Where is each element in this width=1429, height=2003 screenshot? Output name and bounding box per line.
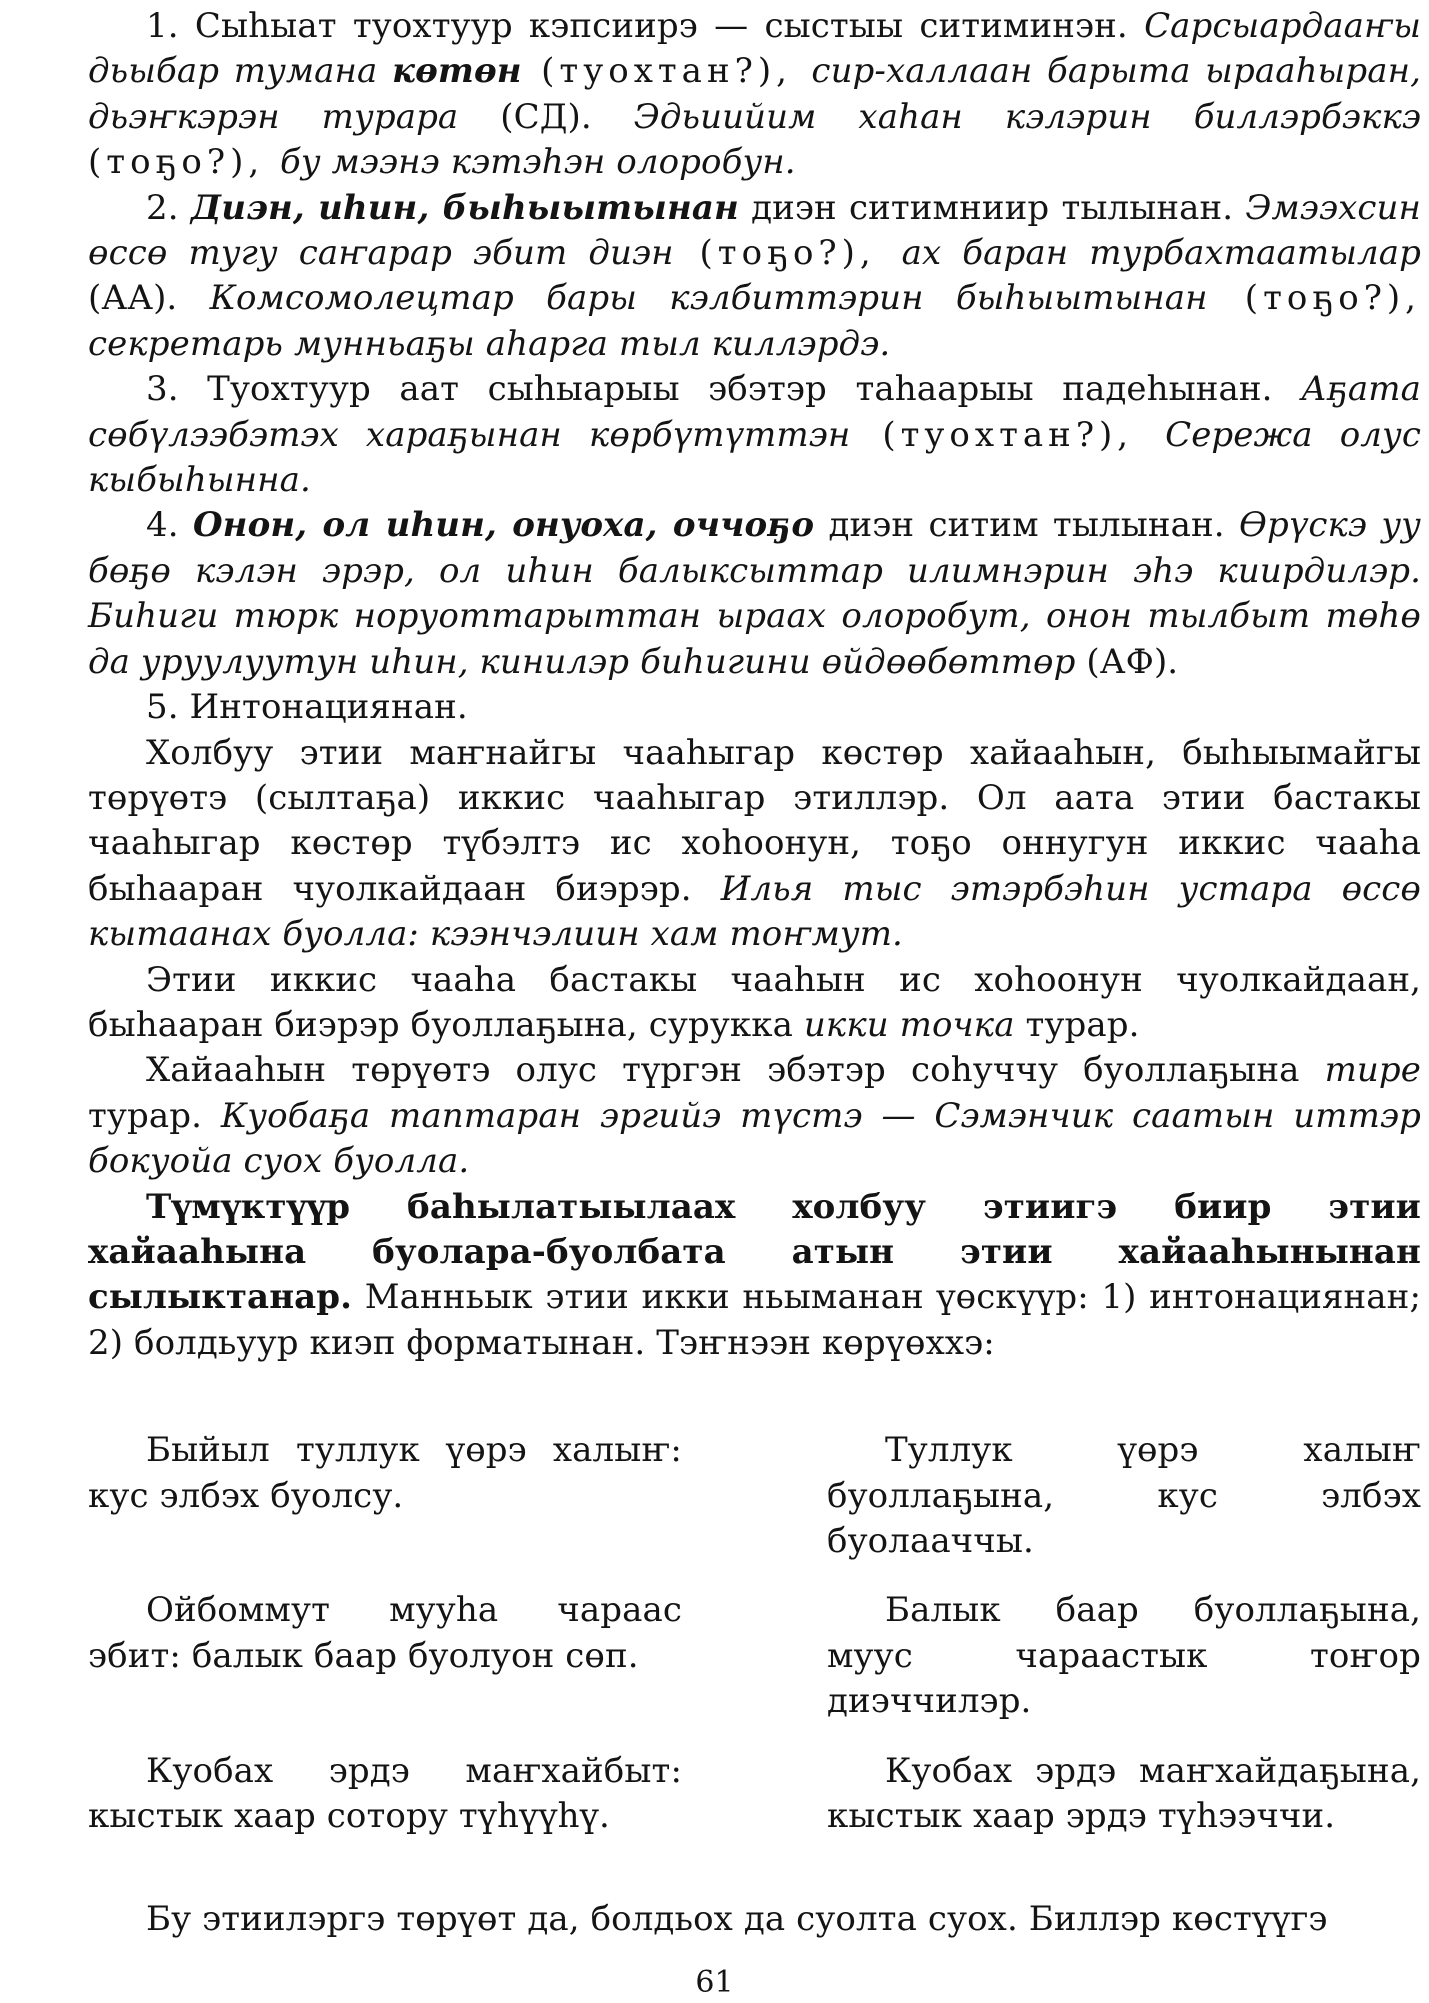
paragraph-2 bbox=[88, 186, 1421, 368]
paragraph-9 bbox=[88, 1185, 1421, 1367]
right-example-1: Туллук үөрэ халыҥ буоллаҕына, кус элбэх буолааччы. bbox=[827, 1430, 1421, 1561]
term-colon: икки точка bbox=[803, 1004, 1015, 1045]
example-text: Илья тыс этэрбэһин устара өссө кытаанах буолла: кээнчэлиин хам тоҥмут. bbox=[88, 868, 1421, 955]
paragraph-6-text: Холбуу этии маҥнайгы чааһыгар көстөр хайааһын, быһыымайгы төрүөтэ (сылтаҕа) иккис чааһыгар этиллэр. Ол аата этии бастакы чааһыгар көстөр түбэлтэ ис хоһоонун, тоҕо оннугун иккис чааһа быһааран чуолкайдаан биэрэр. bbox=[88, 732, 1421, 909]
right-example-2: Балык баар буоллаҕына, муус чараастык тоҥор диэччилэр. bbox=[827, 1590, 1421, 1722]
example-text: бу мээнэ кэтэһэн олоробун. bbox=[280, 142, 796, 183]
example-text: ах баран турбахтаатылар bbox=[901, 233, 1421, 274]
emphasized-verb: көтөн bbox=[392, 51, 522, 92]
paragraph-8-mid: турар. bbox=[88, 1095, 221, 1136]
question-marker: (тоҕо?), bbox=[88, 142, 280, 183]
paragraph-7-end: турар. bbox=[1014, 1004, 1140, 1045]
example-text: Комсомолецтар бары кэлбиттэрин быһыытынан bbox=[209, 278, 1208, 319]
paragraph-4-rule: диэн ситим тылынан. bbox=[814, 505, 1239, 546]
example-text: Аҕата сөбүлээбэтэх хараҕынан көрбүтүттэн bbox=[88, 369, 1421, 455]
question-marker: (тоҕо?), bbox=[1207, 278, 1421, 319]
example-text: Өрүскэ уу бөҕө кэлэн эрэр, ол иһин балыксыттар илимнэрин эһэ киирдилэр. Биһиги тюрк норуоттарыттан ыраах олоробут, онон тылбыт төһө да уруулуутун иһин, кинилэр биһигини өйдөөбөттөр bbox=[88, 505, 1421, 682]
body-text bbox=[88, 4, 1421, 1943]
page-number: 61 bbox=[695, 1965, 734, 2000]
left-example-1: Быйыл туллук үөрэ халыҥ: кус элбэх буолсу. bbox=[88, 1430, 682, 1516]
example-text: сир-халлаан барыта ырааһыран, дьэҥкэрэн турара bbox=[88, 51, 1421, 137]
definition-text: Түмүктүүр баһылатыылаах холбуу этиигэ биир этии хайааһына буолара-буолбата атын этии хайааһынынан сылыктанар. bbox=[88, 1186, 1421, 1318]
paragraph-3 bbox=[88, 367, 1421, 503]
paragraph-9-text: Манньык этии икки ньыманан үөскүүр: 1) интонациянан; 2) болдьуур киэп форматынан. Тэҥнээн көрүөххэ: bbox=[88, 1277, 1421, 1363]
paragraph-4 bbox=[88, 503, 1421, 685]
emphasized-conjunctions: Диэн, иһин, быһыытынан bbox=[190, 187, 739, 228]
item-number: 2. bbox=[146, 187, 191, 228]
source-abbreviation: (АА). bbox=[88, 278, 210, 319]
term-dash: тире bbox=[1324, 1050, 1421, 1091]
example-text: секретарь мунньаҕы аһарга тыл киллэрдэ. bbox=[88, 323, 891, 364]
source-abbreviation: (АФ). bbox=[1075, 641, 1179, 682]
paragraph-8 bbox=[88, 1048, 1421, 1184]
example-text: Эдьиийим хаһан кэлэрин биллэрбэккэ bbox=[633, 96, 1421, 137]
paragraph-6 bbox=[88, 731, 1421, 958]
paragraph-3-rule: 3. Туохтуур аат сыһыарыы эбэтэр таһаарыы падеһынан. bbox=[146, 369, 1302, 410]
paragraph-1 bbox=[88, 4, 1421, 186]
question-marker: (тоҕо?), bbox=[673, 233, 902, 274]
final-line: Бу этиилэргэ төрүөт да, болдьох да суолта суох. Биллэр көстүүгэ bbox=[146, 1899, 1328, 1940]
example-text: Сережа олус кыбыһынна. bbox=[88, 414, 1421, 501]
left-example-2: Ойбоммут мууһа чараас эбит: балык баар буолуон сөп. bbox=[88, 1590, 682, 1676]
example-text: Сарсыардааҥы дьыбар тумана bbox=[88, 6, 1421, 92]
question-marker: (туохтан?), bbox=[521, 51, 812, 92]
comparison-columns bbox=[88, 1428, 1421, 1839]
paragraph-7 bbox=[88, 958, 1421, 1049]
paragraph-2-rule: диэн ситимниир тылынан. bbox=[738, 187, 1246, 228]
right-example-3: Куобах эрдэ маҥхайдаҕына, кыстык хаар эрдэ түһээччи. bbox=[827, 1750, 1421, 1837]
example-text: Куобаҕа таптаран эргийэ түстэ — Сэмэнчик саатын иттэр бокуойа суох буолла. bbox=[88, 1095, 1421, 1182]
source-abbreviation: (СД). bbox=[458, 96, 634, 137]
left-example-3: Куобах эрдэ маҥхайбыт: кыстык хаар сотору түһүүһү. bbox=[88, 1750, 682, 1837]
emphasized-conjunctions: Онон, ол иһин, онуоха, оччоҕо bbox=[192, 505, 815, 546]
question-marker: (туохтан?), bbox=[850, 414, 1166, 455]
paragraph-1-rule: 1. Сыһыат туохтуур кэпсиирэ — сыстыы ситиминэн. bbox=[146, 6, 1145, 46]
paragraph-8-text: Хайааһын төрүөтэ олус түргэн эбэтэр соһуччу буоллаҕына bbox=[146, 1050, 1325, 1091]
example-text: Эмээхсин өссө тугу саҥарар эбит диэн bbox=[88, 187, 1422, 274]
paragraph-5: 5. Интонациянан. bbox=[146, 687, 468, 728]
paragraph-7-text: Этии иккис чааһа бастакы чааһын ис хоһоонун чуолкайдаан, быһааран биэрэр буоллаҕына, сурукка bbox=[88, 959, 1421, 1045]
item-number: 4. bbox=[146, 505, 193, 546]
